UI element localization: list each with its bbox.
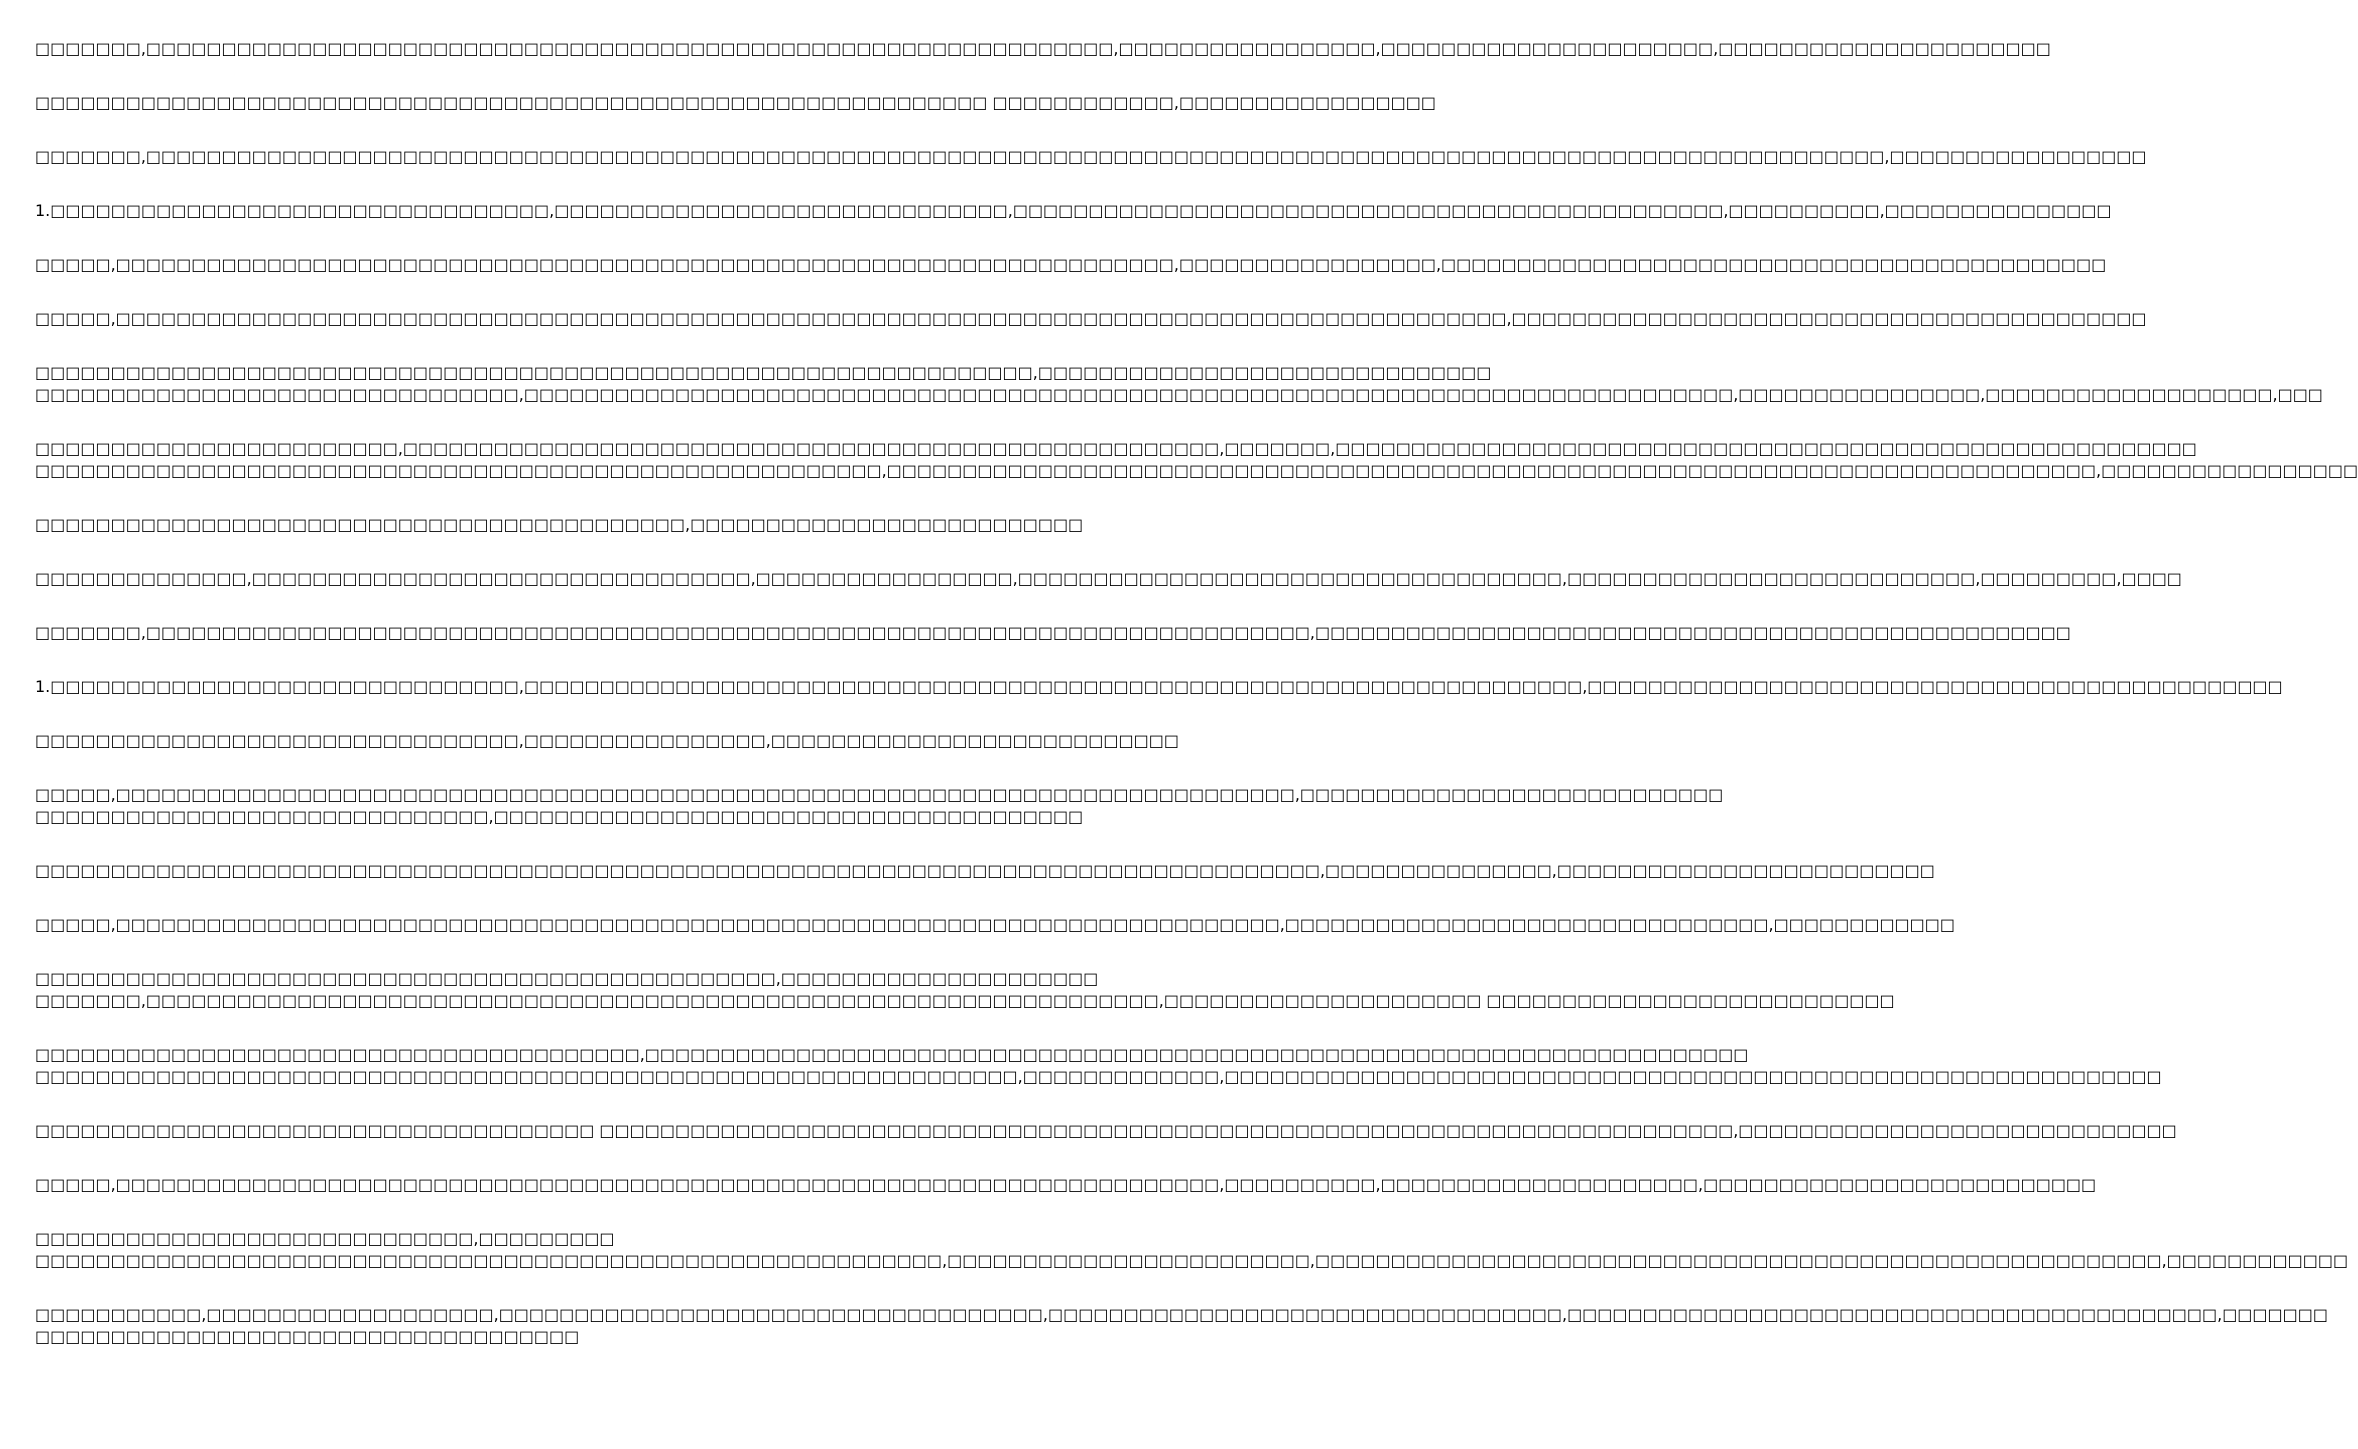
text-line: □□□□□□□□□□□□□□□□□□□□□□□□□□□□□□□□□□□□□□□□□□□,□□□□□□□□□□□□□□□□□□□□□□□□□□ bbox=[35, 515, 1084, 534]
text-line: □□□□□□□□□□□□□□□□□□□□□□□□□□□□□□□□□□□□□□□□□□□□□□□□□,□□□□□□□□□□□□□□□□□□□□□ bbox=[35, 969, 1099, 988]
paragraph bbox=[35, 860, 1935, 882]
paragraph bbox=[35, 308, 2147, 330]
paragraph bbox=[35, 1044, 2162, 1088]
text-line: □□□□□□□□□□□□□□□□□□□□□□□□□□□□□□□□,□□□□□□□□□□□□□□□□□□□□□□□□□□□□□□□□□□□□□□□□□□□□□□□□□□□□□□□□□□□□□□□□□□□□□□□□□□□□□□□□,□□□□□□□□□□□□□□□□,□□□□□□□□□□□□□□□□□□□,□□□ bbox=[35, 385, 2323, 404]
text-line: □□□□□□□□□□□□□□□□□□□□□□□□□□□□□□□□□□□□□ □□□□□□□□□□□□□□□□□□□□□□□□□□□□□□□□□□□□□□□□□□□□□□□□□□□□□□□□□□□□□□□□□□□□□□□□□□□,□□□□□□□□□□□□□□□□□□□□□□□□□□□□□ bbox=[35, 1121, 2177, 1140]
text-line: □□□□□□□□□□□□□□□□□□□□□□□□□□□□□□□□□□□□□□□□□□□□□□□□□□□□□□□□,□□□□□□□□□□□□□□□□□□□□□□□□□□□□□□□□□□□□□□□□□□□□□□□□□□□□□□□□□□□□□□□□□□□□□□□□□□□□□□□□,□□□□□□□□□□□□□□□□□ bbox=[35, 461, 2358, 480]
text-line: □□□□□□□□□□□□□□□□□□□□□□□□□□□□□□□□□□□□□□□□□□□□□□□□□□□□□□□□□□□□□□□□□□,□□□□□□□□□□□□□□□□□□□□□□□□□□□□□□ bbox=[35, 363, 1492, 382]
text-line: □□□□□,□□□□□□□□□□□□□□□□□□□□□□□□□□□□□□□□□□□□□□□□□□□□□□□□□□□□□□□□□□□□□□□□□□□□□□□□□□□□□□□□□□□□□□□□□□□□,□□□□□□□□□□□□□□□□□□□□□□□□□□□□□□□□□□□□□□□□□□ bbox=[35, 309, 2147, 328]
text-line: □□□□□□□,□□□□□□□□□□□□□□□□□□□□□□□□□□□□□□□□□□□□□□□□□□□□□□□□□□□□□□□□□□□□□□□□□□□,□□□□□□□□□□□□□□□□□□□□□ □□□□□□□□□□□□□□□□□□□□□□□□□□□ bbox=[35, 991, 1895, 1010]
paragraph bbox=[35, 1174, 2097, 1196]
paragraph bbox=[35, 254, 2107, 276]
text-line: □□□□□,□□□□□□□□□□□□□□□□□□□□□□□□□□□□□□□□□□□□□□□□□□□□□□□□□□□□□□□□□□□□□□□□□□□□□□,□□□□□□□□□□□□□□□□□,□□□□□□□□□□□□□□□□□□□□□□□□□□□□□□□□□□□□□□□□□□□□ bbox=[35, 255, 2107, 274]
text-line: 1.□□□□□□□□□□□□□□□□□□□□□□□□□□□□□□□,□□□□□□□□□□□□□□□□□□□□□□□□□□□□□□□□□□□□□□□□□□□□□□□□□□□□□□□□□□□□□□□□□□□□□□,□□□□□□□□□□□□□□□□□□□□□□□□□□□□□□□□□□□□□□□□□□□□□□ bbox=[35, 677, 2283, 696]
paragraph bbox=[35, 784, 1724, 828]
paragraph bbox=[35, 1228, 2349, 1272]
text-line: □□□□□□□□□□□□□□□□□□□□□□□□□□□□□□□□□□□□□□□□□□□□□□□□□□□□□□□□□□□□□□□□□,□□□□□□□□□□□□□,□□□□□□□□□□□□□□□□□□□□□□□□□□□□□□□□□□□□□□□□□□□□□□□□□□□□□□□□□□□□□□ bbox=[35, 1067, 2162, 1086]
text-line: □□□□□□□□□□□□□□□□□□□□□□□□□□□□□□□□□□□□□□□□,□□□□□□□□□□□□□□□□□□□□□□□□□□□□□□□□□□□□□□□□□□□□□□□□□□□□□□□□□□□□□□□□□□□□□□□□□ bbox=[35, 1045, 1749, 1064]
paragraph bbox=[35, 146, 2147, 168]
text-line: □□□□□□□□□□□,□□□□□□□□□□□□□□□□□□□,□□□□□□□□□□□□□□□□□□□□□□□□□□□□□□□□□□□□,□□□□□□□□□□□□□□□□□□□□□□□□□□□□□□□□□□,□□□□□□□□□□□□□□□□□□□□□□□□□□□□□□□□□□□□□□□□□□□,□□□□□□□ bbox=[35, 1305, 2329, 1324]
text-line: □□□□□□□□□□□□□□□□□□□□□□□□□□□□□,□□□□□□□□□ bbox=[35, 1229, 615, 1248]
text-line: □□□□□□□□□□□□□□□□□□□□□□□□□□□□□□□□□□□□□□□□□□□□□□□□□□□□□□□□□□□□,□□□□□□□□□□□□□□□□□□□□□□□□,□□□□□□□□□□□□□□□□□□□□□□□□□□□□□□□□□□□□□□□□□□□□□□□□□□□□□□□□,□□□□□□□□□□□□ bbox=[35, 1251, 2349, 1270]
paragraph bbox=[35, 438, 2358, 482]
paragraph bbox=[35, 568, 2182, 590]
text-line: □□□□□,□□□□□□□□□□□□□□□□□□□□□□□□□□□□□□□□□□□□□□□□□□□□□□□□□□□□□□□□□□□□□□□□□□□□□□□□□,□□□□□□□□□□,□□□□□□□□□□□□□□□□□□□□□,□□□□□□□□□□□□□□□□□□□□□□□□□□ bbox=[35, 1175, 2097, 1194]
text-line: □□□□□□□□□□□□□□□□□□□□□□□□□□□□□□,□□□□□□□□□□□□□□□□□□□□□□□□□□□□□□□□□□□□□□□ bbox=[35, 807, 1084, 826]
text-line: □□□□□□□□□□□□□□□□□□□□□□□□□□□□□□□□□□□□□□□□□□□□□□□□□□□□□□□□□□□□□□□□□□□□□□□□□□□□□□□□□□□□□,□□□□□□□□□□□□□□□,□□□□□□□□□□□□□□□□□□□□□□□□□ bbox=[35, 861, 1935, 880]
text-line: □□□□□,□□□□□□□□□□□□□□□□□□□□□□□□□□□□□□□□□□□□□□□□□□□□□□□□□□□□□□□□□□□□□□□□□□□□□□□□□□□□□,□□□□□□□□□□□□□□□□□□□□□□□□□□□□□□□□,□□□□□□□□□□□□ bbox=[35, 915, 1956, 934]
paragraph bbox=[35, 1120, 2177, 1142]
paragraph bbox=[35, 914, 1956, 936]
text-line: □□□□□□□□□□□□□□□□□□□□□□□□□□□□□□□□□□□□□□□□□□□□□□□□□□□□□□□□□□□□□□□ □□□□□□□□□□□□,□□□□□□□□□□□□□□□□□ bbox=[35, 93, 1436, 112]
paragraph bbox=[35, 730, 1179, 752]
paragraph bbox=[35, 38, 2051, 60]
text-line: 1.□□□□□□□□□□□□□□□□□□□□□□□□□□□□□□□□□,□□□□□□□□□□□□□□□□□□□□□□□□□□□□□□,□□□□□□□□□□□□□□□□□□□□□□□□□□□□□□□□□□□□□□□□□□□□□□□,□□□□□□□□□□,□□□□□□□□□□□□□□□ bbox=[35, 201, 2112, 220]
paragraph bbox=[35, 622, 2071, 644]
paragraph bbox=[35, 514, 1084, 536]
paragraph bbox=[35, 92, 1436, 114]
paragraph bbox=[35, 362, 2323, 406]
text-line: □□□□□□□□□□□□□□□□□□□□□□□□,□□□□□□□□□□□□□□□□□□□□□□□□□□□□□□□□□□□□□□□□□□□□□□□□□□□□□□,□□□□□□□,□□□□□□□□□□□□□□□□□□□□□□□□□□□□□□□□□□□□□□□□□□□□□□□□□□□□□□□□□ bbox=[35, 439, 2197, 458]
paragraph bbox=[35, 1304, 2329, 1348]
text-line: □□□□□□□,□□□□□□□□□□□□□□□□□□□□□□□□□□□□□□□□□□□□□□□□□□□□□□□□□□□□□□□□□□□□□□□□,□□□□□□□□□□□□□□□□□,□□□□□□□□□□□□□□□□□□□□□□,□□□□□□□□□□□□□□□□□□□□□□ bbox=[35, 39, 2051, 58]
text-line: □□□□□□□□□□□□□□□□□□□□□□□□□□□□□□□□,□□□□□□□□□□□□□□□□,□□□□□□□□□□□□□□□□□□□□□□□□□□□ bbox=[35, 731, 1179, 750]
paragraph bbox=[35, 200, 2112, 222]
text-line: □□□□□□□□□□□□□□□□□□□□□□□□□□□□□□□□□□□□ bbox=[35, 1327, 580, 1346]
text-line: □□□□□,□□□□□□□□□□□□□□□□□□□□□□□□□□□□□□□□□□□□□□□□□□□□□□□□□□□□□□□□□□□□□□□□□□□□□□□□□□□□□□,□□□□□□□□□□□□□□□□□□□□□□□□□□□□ bbox=[35, 785, 1724, 804]
text-line: □□□□□□□,□□□□□□□□□□□□□□□□□□□□□□□□□□□□□□□□□□□□□□□□□□□□□□□□□□□□□□□□□□□□□□□□□□□□□□□□□□□□□□□□□□□□□□□□□□□□□□□□□□□□□□□□□□□□□□□□□□□,□□□□□□□□□□□□□□□□□ bbox=[35, 147, 2147, 166]
text-line: □□□□□□□□□□□□□□,□□□□□□□□□□□□□□□□□□□□□□□□□□□□□□□□□,□□□□□□□□□□□□□□□□□,□□□□□□□□□□□□□□□□□□□□□□□□□□□□□□□□□□□□,□□□□□□□□□□□□□□□□□□□□□□□□□□□,□□□□□□□□□,□□□□ bbox=[35, 569, 2182, 588]
document-body bbox=[35, 38, 2358, 1380]
text-line: □□□□□□□,□□□□□□□□□□□□□□□□□□□□□□□□□□□□□□□□□□□□□□□□□□□□□□□□□□□□□□□□□□□□□□□□□□□□□□□□□□□□□,□□□□□□□□□□□□□□□□□□□□□□□□□□□□□□□□□□□□□□□□□□□□□□□□□□ bbox=[35, 623, 2071, 642]
paragraph bbox=[35, 968, 1895, 1012]
paragraph bbox=[35, 676, 2283, 698]
